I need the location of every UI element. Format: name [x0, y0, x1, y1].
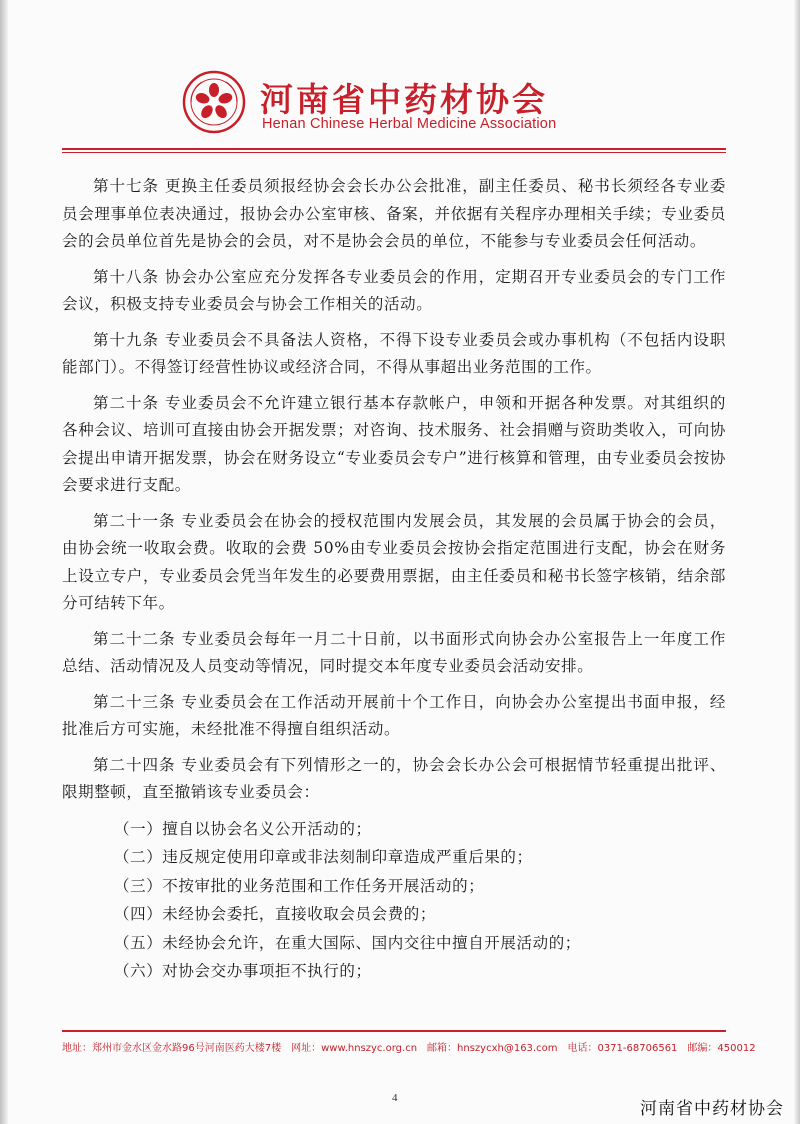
page-number: 4: [392, 1092, 398, 1104]
document-body: [62, 173, 726, 986]
article-20: 第二十条 专业委员会不允许建立银行基本存款帐户，申领和开据各种发票。对其组织的各种会议、培训可直接由协会开据发票；对咨询、技术服务、社会捐赠与资助类收入，可向协会提出申请开据发票，协会在财务设立“专业委员会专户”进行核算和管理，由专业委员会按协会要求进行支配。: [62, 393, 726, 494]
scan-shadow-left: [0, 0, 8, 1124]
watermark-text: 河南省中药材协会: [640, 1099, 784, 1119]
list-item: （二）违反规定使用印章或非法刻制印章造成严重后果的；: [114, 848, 533, 866]
association-seal-logo-icon: [182, 70, 246, 134]
article-18: 第十八条 协会办公室应充分发挥各专业委员会的作用，定期召开专业委员会的专门工作会议，积极支持专业委员会与协会工作相关的活动。: [62, 267, 726, 313]
footer-rule: [62, 1030, 726, 1032]
scan-shadow-right: [794, 0, 800, 1124]
list-item: （四）未经协会委托，直接收取会员会费的；: [114, 905, 437, 923]
list-item: （一）擅自以协会名义公开活动的；: [114, 819, 372, 838]
penalty-conditions-list: [62, 815, 726, 986]
article-24: 第二十四条 专业委员会有下列情形之一的，协会会长办公会可根据情节轻重提出批评、限期整顿，直至撤销该专业委员会：: [62, 755, 726, 801]
article-21: 第二十一条 专业委员会在协会的授权范围内发展会员，其发展的会员属于协会的会员，由协会统一收取会费。收取的会费 50%由专业委员会按协会指定范围进行支配，协会在财务上设立专户，专业委员会凭当年发生的必要费用票据，由主任委员和秘书长签字核销，结余部分可结转下年。: [62, 511, 726, 612]
list-item: （三）不按审批的业务范围和工作任务开展活动的；: [114, 876, 485, 895]
article-17: 第十七条 更换主任委员须报经协会会长办公会批准，副主任委员、秘书长须经各专业委员会理事单位表决通过，报协会办公室审核、备案，并依据有关程序办理相关手续；专业委员会的会员单位首先是协会的会员，对不是协会会员的单位，不能参与专业委员会任何活动。: [62, 177, 726, 250]
list-item: （六）对协会交办事项拒不执行的；: [114, 962, 372, 980]
list-item: （五）未经协会允许，在重大国际、国内交往中擅自开展活动的；: [114, 933, 581, 952]
article-19: 第十九条 专业委员会不具备法人资格，不得下设专业委员会或办事机构（不包括内设职能部门）。不得签订经营性协议或经济合同，不得从事超出业务范围的工作。: [62, 330, 726, 376]
header-rule-thin: [62, 152, 726, 153]
article-22: 第二十二条 专业委员会每年一月二十日前，以书面形式向协会办公室报告上一年度工作总结、活动情况及人员变动等情况，同时提交本年度专业委员会活动安排。: [62, 629, 726, 675]
footer-contact-info: 地址：郑州市金水区金水路96号河南医药大楼7楼 网址：www.hnszyc.org.cn 邮箱：hnszycxh@163.com 电话：0371-68706561 邮编：450012: [62, 1043, 756, 1054]
article-23: 第二十三条 专业委员会在工作活动开展前十个工作日，向协会办公室提出书面申报，经批准后方可实施，未经批准不得擅自组织活动。: [62, 692, 726, 738]
letterhead: [182, 70, 602, 140]
organization-name: 河南省中药材协会: [260, 80, 548, 119]
organization-name-english: Henan Chinese Herbal Medicine Association: [262, 116, 557, 132]
header-rule: [62, 148, 726, 150]
